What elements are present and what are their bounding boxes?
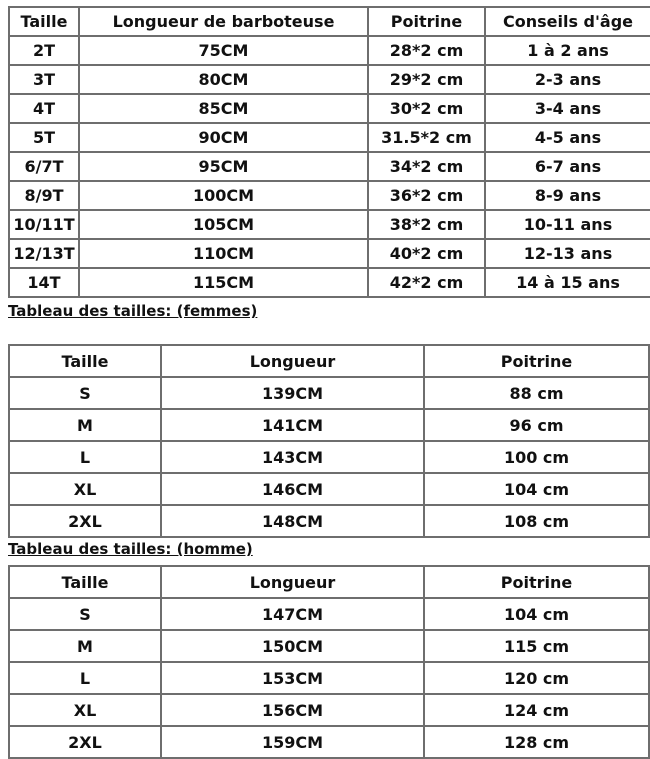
table-cell: XL bbox=[9, 694, 161, 726]
table-header-row bbox=[9, 7, 650, 36]
table-row bbox=[9, 694, 649, 726]
table-cell: 2-3 ans bbox=[485, 65, 650, 94]
kids-size-table bbox=[8, 6, 650, 298]
table-row bbox=[9, 598, 649, 630]
table-cell: 2XL bbox=[9, 726, 161, 758]
table-cell: 159CM bbox=[161, 726, 424, 758]
table-cell: 141CM bbox=[161, 409, 424, 441]
table-cell: 29*2 cm bbox=[368, 65, 485, 94]
table-cell: 40*2 cm bbox=[368, 239, 485, 268]
table-cell: 12/13T bbox=[9, 239, 79, 268]
men-size-table bbox=[8, 565, 650, 759]
header-cell: Longueur de barboteuse bbox=[79, 7, 368, 36]
table-row bbox=[9, 239, 650, 268]
table-cell: 143CM bbox=[161, 441, 424, 473]
table-row bbox=[9, 65, 650, 94]
table-cell: 150CM bbox=[161, 630, 424, 662]
table-cell: 115CM bbox=[79, 268, 368, 297]
table-cell: 8-9 ans bbox=[485, 181, 650, 210]
table-row bbox=[9, 441, 649, 473]
men-size-table-title: Tableau des tailles: (homme) bbox=[8, 540, 253, 558]
header-cell: Taille bbox=[9, 566, 161, 598]
table-cell: 96 cm bbox=[424, 409, 649, 441]
table-cell: 2XL bbox=[9, 505, 161, 537]
table-row bbox=[9, 505, 649, 537]
table-cell: 156CM bbox=[161, 694, 424, 726]
table-cell: 42*2 cm bbox=[368, 268, 485, 297]
header-cell: Poitrine bbox=[368, 7, 485, 36]
table-cell: L bbox=[9, 662, 161, 694]
women-size-table-title: Tableau des tailles: (femmes) bbox=[8, 302, 258, 320]
header-cell: Poitrine bbox=[424, 345, 649, 377]
table-row bbox=[9, 726, 649, 758]
table-cell: 115 cm bbox=[424, 630, 649, 662]
table-cell: 105CM bbox=[79, 210, 368, 239]
table-cell: 124 cm bbox=[424, 694, 649, 726]
table-header-row bbox=[9, 566, 649, 598]
table-row bbox=[9, 268, 650, 297]
table-cell: 88 cm bbox=[424, 377, 649, 409]
table-cell: 12-13 ans bbox=[485, 239, 650, 268]
table-cell: M bbox=[9, 630, 161, 662]
table-cell: 30*2 cm bbox=[368, 94, 485, 123]
table-cell: 38*2 cm bbox=[368, 210, 485, 239]
table-cell: 128 cm bbox=[424, 726, 649, 758]
header-cell: Longueur bbox=[161, 566, 424, 598]
table-cell: 28*2 cm bbox=[368, 36, 485, 65]
table-row bbox=[9, 409, 649, 441]
header-cell: Taille bbox=[9, 345, 161, 377]
table-cell: 6-7 ans bbox=[485, 152, 650, 181]
table-cell: 10/11T bbox=[9, 210, 79, 239]
table-cell: 10-11 ans bbox=[485, 210, 650, 239]
table-cell: 31.5*2 cm bbox=[368, 123, 485, 152]
table-cell: 3-4 ans bbox=[485, 94, 650, 123]
table-cell: 148CM bbox=[161, 505, 424, 537]
table-cell: 14T bbox=[9, 268, 79, 297]
table-cell: 4-5 ans bbox=[485, 123, 650, 152]
table-cell: 8/9T bbox=[9, 181, 79, 210]
table-cell: S bbox=[9, 598, 161, 630]
table-cell: 3T bbox=[9, 65, 79, 94]
table-row bbox=[9, 152, 650, 181]
table-cell: 104 cm bbox=[424, 598, 649, 630]
table-cell: 139CM bbox=[161, 377, 424, 409]
table-cell: S bbox=[9, 377, 161, 409]
table-cell: 120 cm bbox=[424, 662, 649, 694]
table-cell: 100CM bbox=[79, 181, 368, 210]
table-cell: 147CM bbox=[161, 598, 424, 630]
table-row bbox=[9, 662, 649, 694]
table-cell: XL bbox=[9, 473, 161, 505]
table-cell: 95CM bbox=[79, 152, 368, 181]
table-cell: 34*2 cm bbox=[368, 152, 485, 181]
table-row bbox=[9, 630, 649, 662]
table-row bbox=[9, 123, 650, 152]
table-cell: 4T bbox=[9, 94, 79, 123]
table-cell: 14 à 15 ans bbox=[485, 268, 650, 297]
table-cell: 90CM bbox=[79, 123, 368, 152]
table-cell: 153CM bbox=[161, 662, 424, 694]
table-row bbox=[9, 181, 650, 210]
table-cell: 108 cm bbox=[424, 505, 649, 537]
table-header-row bbox=[9, 345, 649, 377]
table-cell: 75CM bbox=[79, 36, 368, 65]
table-row bbox=[9, 94, 650, 123]
women-size-table bbox=[8, 344, 650, 538]
table-cell: 36*2 cm bbox=[368, 181, 485, 210]
header-cell: Conseils d'âge bbox=[485, 7, 650, 36]
table-cell: 5T bbox=[9, 123, 79, 152]
table-row bbox=[9, 473, 649, 505]
table-cell: 110CM bbox=[79, 239, 368, 268]
table-cell: 1 à 2 ans bbox=[485, 36, 650, 65]
table-cell: 104 cm bbox=[424, 473, 649, 505]
table-cell: L bbox=[9, 441, 161, 473]
table-row bbox=[9, 36, 650, 65]
table-cell: 146CM bbox=[161, 473, 424, 505]
table-row bbox=[9, 377, 649, 409]
table-cell: 80CM bbox=[79, 65, 368, 94]
header-cell: Longueur bbox=[161, 345, 424, 377]
header-cell: Poitrine bbox=[424, 566, 649, 598]
table-cell: M bbox=[9, 409, 161, 441]
table-cell: 2T bbox=[9, 36, 79, 65]
table-cell: 100 cm bbox=[424, 441, 649, 473]
table-cell: 85CM bbox=[79, 94, 368, 123]
table-cell: 6/7T bbox=[9, 152, 79, 181]
header-cell: Taille bbox=[9, 7, 79, 36]
table-row bbox=[9, 210, 650, 239]
